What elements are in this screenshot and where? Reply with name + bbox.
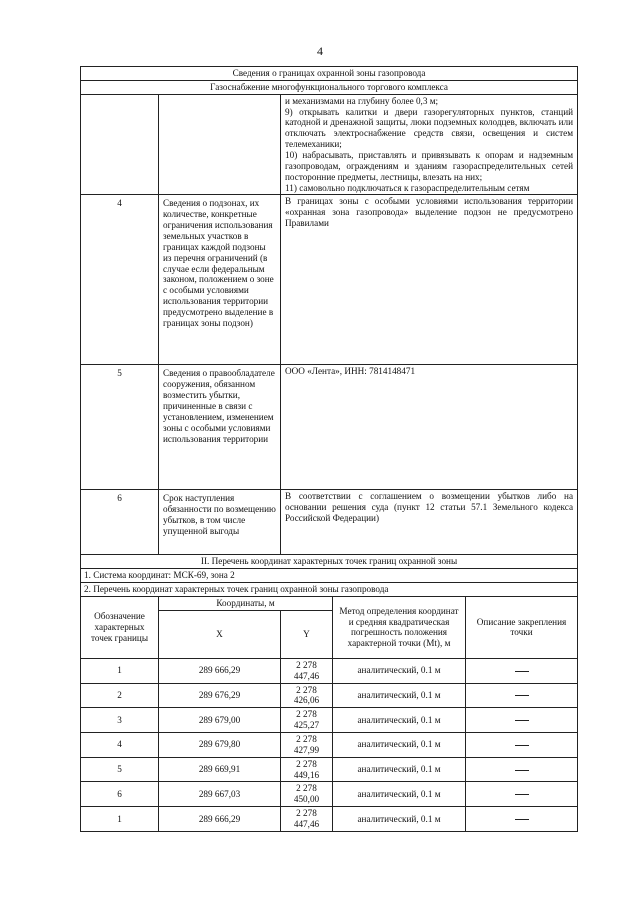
row-label-text: Сведения о правообладателе сооружения, обязанном возместить убытки, причиненные в связи с установлением, изменением зоны с особыми условиями использования территории: [163, 368, 275, 444]
point-y: 2 278 425,27: [281, 708, 333, 733]
row-number: 5: [81, 365, 159, 490]
point-y: 2 278 427,99: [281, 733, 333, 758]
zone-info-table: [80, 66, 578, 832]
dash-mark: [515, 819, 529, 820]
dash-mark: [515, 770, 529, 771]
info-row: [81, 195, 578, 365]
row-value: В границах зоны с особыми условиями использования территории «охранная зона газопровода» выделение подзон не предусмотрено Правилами: [281, 195, 578, 365]
point-method: аналитический, 0.1 м: [333, 683, 466, 708]
page-number: 4: [317, 44, 323, 58]
col-header-y: Y: [281, 610, 333, 658]
point-x: 289 669,91: [159, 757, 281, 782]
point-id: 6: [81, 782, 159, 807]
subtitle-row: [81, 80, 578, 94]
coordinates-list-title: 2. Перечень координат характерных точек границ охранной зоны газопровода: [81, 583, 578, 597]
restriction-line: 11) самовольно подключаться к газораспределительным сетям: [285, 182, 530, 193]
point-description: [466, 683, 578, 708]
coord-row: [81, 683, 578, 708]
point-y: 2 278 447,46: [281, 807, 333, 832]
point-description: [466, 708, 578, 733]
coord-row: [81, 733, 578, 758]
row-value: В соответствии с соглашением о возмещении убытков либо на основании решения суда (пункт 12 статьи 57.1 Земельного кодекса Российской Федерации): [281, 490, 578, 555]
dash-mark: [515, 745, 529, 746]
title-row: [81, 67, 578, 81]
info-row: [81, 490, 578, 555]
point-y: 2 278 426,06: [281, 683, 333, 708]
restrictions-continuation: [281, 94, 578, 195]
section2-title-row: [81, 555, 578, 569]
point-x: 289 666,29: [159, 658, 281, 683]
row-label-text: Сведения о подзонах, их количестве, конкретные ограничения использования земельных участков в границах каждой подзоны из перечня ограничений (в случае если федеральным законом, положением о зоне с особыми условиями использования территории предусмотрено выделение в границах зоны подзон): [163, 198, 274, 328]
point-method: аналитический, 0.1 м: [333, 708, 466, 733]
point-id: 1: [81, 807, 159, 832]
col-header-point: Обозначение характерных точек границы: [81, 597, 159, 659]
col-header-coords: Координаты, м: [159, 597, 333, 611]
point-x: 289 666,29: [159, 807, 281, 832]
point-id: 4: [81, 733, 159, 758]
col-header-x: X: [159, 610, 281, 658]
coordinate-system: 1. Система координат: МСК-69, зона 2: [81, 569, 578, 583]
row-number: [81, 94, 159, 195]
point-description: [466, 658, 578, 683]
col-header-method: Метод определения координат и средняя квадратическая погрешность положения характерной точки (Mt), м: [333, 597, 466, 659]
dash-mark: [515, 720, 529, 721]
point-method: аналитический, 0.1 м: [333, 658, 466, 683]
point-y: 2 278 450,00: [281, 782, 333, 807]
row-label: [159, 195, 281, 365]
dash-mark: [515, 695, 529, 696]
coord-row: [81, 757, 578, 782]
point-id: 5: [81, 757, 159, 782]
point-id: 1: [81, 658, 159, 683]
info-row: [81, 365, 578, 490]
col-header-description: Описание закрепления точки: [466, 597, 578, 659]
coord-row: [81, 807, 578, 832]
point-x: 289 667,03: [159, 782, 281, 807]
point-description: [466, 782, 578, 807]
point-x: 289 676,29: [159, 683, 281, 708]
list-title-row: [81, 583, 578, 597]
point-method: аналитический, 0.1 м: [333, 807, 466, 832]
point-description: [466, 757, 578, 782]
coord-row: [81, 782, 578, 807]
row-number: 6: [81, 490, 159, 555]
point-y: 2 278 449,16: [281, 757, 333, 782]
point-method: аналитический, 0.1 м: [333, 757, 466, 782]
point-method: аналитический, 0.1 м: [333, 782, 466, 807]
point-description: [466, 733, 578, 758]
restriction-line: и механизмами на глубину более 0,3 м;: [285, 95, 439, 106]
point-id: 2: [81, 683, 159, 708]
point-x: 289 679,80: [159, 733, 281, 758]
row-label-text: Срок наступления обязанности по возмещению убытков, в том числе упущенной выгоды: [163, 493, 276, 537]
table-subtitle: Газоснабжение многофункционального торгового комплекса: [81, 80, 578, 94]
row-label: [159, 94, 281, 195]
continuation-row: [81, 94, 578, 195]
row-label: [159, 490, 281, 555]
dash-mark: [515, 671, 529, 672]
restriction-line: 10) набрасывать, приставлять и привязывать к опорам и надземным газопроводам, ограждениям и зданиям газораспределительных сетей посторонние предметы, лестницы, влезать на них;: [285, 150, 574, 182]
table-title: Сведения о границах охранной зоны газопровода: [81, 67, 578, 81]
coord-row: [81, 708, 578, 733]
dash-mark: [515, 794, 529, 795]
section2-title: II. Перечень координат характерных точек границ охранной зоны: [81, 555, 578, 569]
coord-header-row: [81, 597, 578, 611]
row-number: 4: [81, 195, 159, 365]
row-value: ООО «Лента», ИНН: 7814148471: [281, 365, 578, 490]
point-method: аналитический, 0.1 м: [333, 733, 466, 758]
restriction-line: 9) открывать калитки и двери газорегуляторных пунктов, станций катодной и дренажной защиты, люки подземных колодцев, включать или отключать электроснабжение средств связи, освещения и систем телемеханики;: [285, 106, 574, 150]
row-label: [159, 365, 281, 490]
point-x: 289 679,00: [159, 708, 281, 733]
coord-system-row: [81, 569, 578, 583]
point-y: 2 278 447,46: [281, 658, 333, 683]
point-description: [466, 807, 578, 832]
point-id: 3: [81, 708, 159, 733]
coord-row: [81, 658, 578, 683]
